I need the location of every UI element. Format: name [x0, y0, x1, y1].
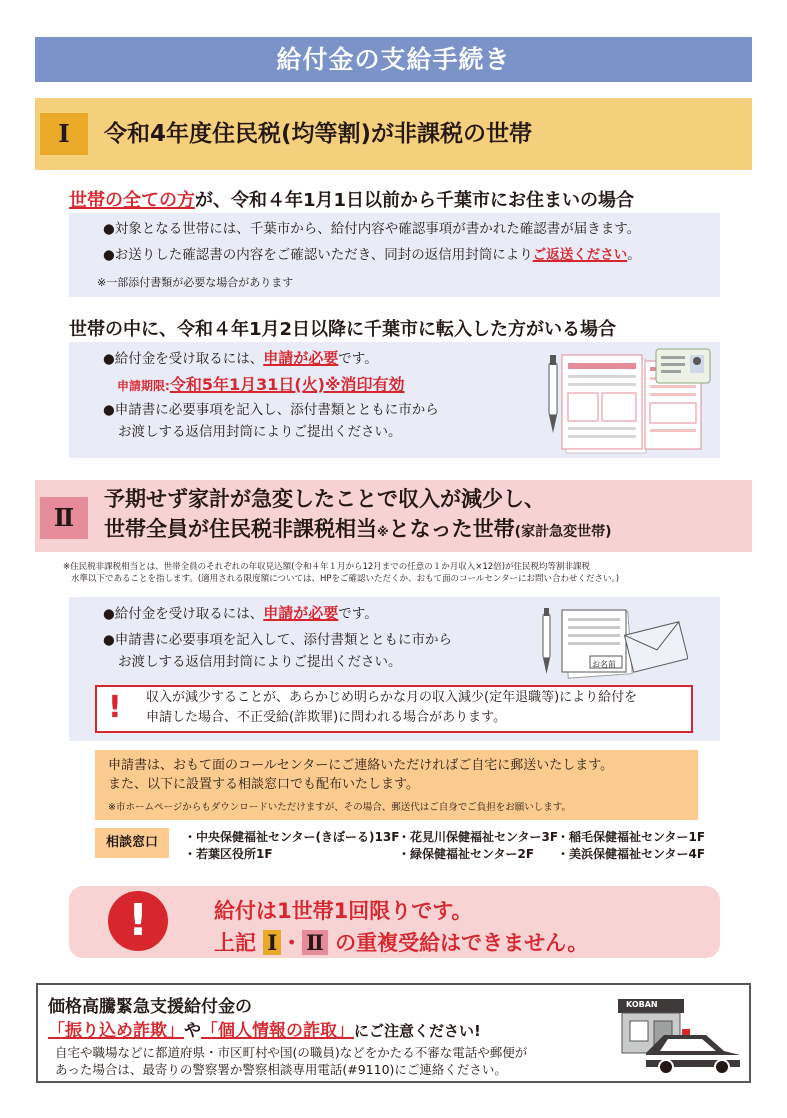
section2-number: Ⅱ	[40, 497, 88, 539]
case1-note: ※一部添付書類が必要な場合があります	[97, 276, 294, 289]
case1-line2-emph: ご返送ください	[532, 247, 628, 263]
section2-footnote-line2: 水準以下であることを指します。(適用される限度額については、HPをご確認いただくか、おもて面のコールセンターにお問い合わせください。)	[71, 574, 620, 584]
application-forms-illustration	[540, 347, 715, 455]
section2-title-line2-post: となった世帯	[388, 517, 515, 541]
warning-line1: 収入が減少することが、あらかじめ明らかな月の収入減少(定年退職等)により給付を	[146, 690, 638, 705]
fraud-emph2: 「個人情報の詐取」	[201, 1021, 354, 1041]
location-item: ・若葉区役所1F	[184, 847, 273, 861]
section2-footnote	[63, 561, 619, 585]
limit-line2-pre: 上記	[214, 931, 256, 955]
section2-title-line1: 予期せず家計が急変したことで収入が減少し、	[104, 487, 545, 511]
section2-line1-emph: 申請が必要	[263, 604, 339, 622]
case2-line4: お渡しする返信用封筒によりご提出ください。	[118, 424, 402, 440]
form-name-label: お名前	[592, 660, 616, 669]
warning-line2: 申請した場合、不正受給(詐欺罪)に問われる場合があります。	[146, 710, 507, 725]
section1-tag: Ⅰ	[263, 930, 281, 955]
location-item: ・花見川保健福祉センター3F	[398, 830, 559, 844]
section2-tag: Ⅱ	[302, 930, 328, 955]
section2-line3: お渡しする返信用封筒によりご提出ください。	[118, 654, 402, 670]
location-item: ・美浜保健福祉センター4F	[557, 847, 706, 861]
section2-title	[104, 484, 611, 547]
case1-heading	[69, 186, 634, 212]
fraud-emph1: 「振り込め詐欺」	[48, 1021, 184, 1041]
warning-exclamation-icon: !	[108, 690, 122, 725]
section2-title-mark: ※	[377, 525, 389, 539]
case2-line3: ●申請書に必要事項を記入し、添付書類とともに市から	[103, 402, 439, 418]
envelope-icon	[624, 622, 688, 672]
section2-line2: ●申請書に必要事項を記入して、添付書類とともに市から	[103, 632, 453, 648]
deadline-value: 令和5年1月31日(火)※消印有効	[169, 375, 405, 394]
section2-line1	[103, 603, 378, 624]
case1-line2-post: 。	[627, 247, 641, 263]
pen-icon	[543, 608, 550, 674]
case2-heading: 世帯の中に、令和４年1月2日以降に千葉市に転入した方がいる場合	[69, 319, 617, 340]
case1-line2-pre: ●お送りした確認書の内容をご確認いただき、同封の返信用封筒により	[103, 247, 533, 263]
limit-separator: ・	[281, 931, 303, 955]
case1-line1: ●対象となる世帯には、千葉市から、給付内容や確認事項が書かれた確認書が届きます。	[103, 221, 641, 237]
section1-title: 令和4年度住民税(均等割)が非課税の世帯	[104, 121, 533, 147]
case2-line1-pre: ●給付金を受け取るには、	[103, 351, 264, 367]
fraud-line4: あった場合は、最寄りの警察署か警察相談専用電話(#9110)にご連絡ください。	[55, 1062, 507, 1077]
case1-line2	[103, 245, 641, 265]
page-title: 給付金の支給手続き	[35, 37, 752, 82]
fraud-line3: 自宅や職場などに都道府県・市区町村や国(の職員)などをかたる不審な電話や郵便が	[55, 1045, 528, 1060]
fraud-line1: 価格高騰緊急支援給付金の	[48, 997, 252, 1017]
section2-footnote-line1: ※住民税非課税相当とは、世帯全員のそれぞれの年収見込額(令和４年１月から12月までの任意の１か月収入×12倍)が住民税均等割非課税	[63, 562, 591, 572]
section2-line1-pre: ●給付金を受け取るには、	[103, 606, 264, 622]
case2-line1-post: です。	[338, 351, 378, 367]
case2-deadline	[117, 372, 405, 395]
limit-line1: 給付は1世帯1回限りです。	[214, 899, 473, 923]
deadline-label: 申請期限:	[117, 379, 170, 393]
case1-heading-rest: が、令和４年1月1日以前から千葉市にお住まいの場合	[195, 190, 635, 211]
location-item: ・稲毛保健福祉センター1F	[557, 830, 706, 844]
consult-label: 相談窓口	[95, 828, 169, 858]
fraud-post: にご注意ください!	[354, 1022, 481, 1040]
case2-line1-emph: 申請が必要	[263, 349, 339, 367]
case1-heading-highlight: 世帯の全ての方	[69, 190, 195, 211]
section1-number: Ⅰ	[40, 113, 88, 155]
limit-line2-post: の重複受給はできません。	[335, 931, 589, 955]
location-item: ・中央保健福祉センター(きぼーる)13F	[184, 830, 400, 844]
distribution-line2: また、以下に設置する相談窓口でも配布いたします。	[108, 777, 419, 792]
distribution-note: ※市ホームページからもダウンロードいただけますが、その場合、郵送代はご自身でご負担をお願いします。	[108, 802, 572, 813]
case2-line1	[103, 348, 378, 369]
section2-title-line2: 世帯全員が住民税非課税相当	[104, 517, 377, 541]
location-item: ・緑保健福祉センター2F	[398, 847, 535, 861]
section2-title-paren: (家計急変世帯)	[514, 524, 612, 540]
koban-label: KOBAN	[626, 1000, 658, 1009]
form-document-icon	[562, 355, 646, 453]
alert-exclamation-icon: !	[108, 891, 168, 951]
fraud-line2	[48, 1016, 481, 1041]
id-card-icon	[656, 349, 710, 383]
pen-icon	[549, 355, 557, 433]
fraud-mid: や	[184, 1021, 201, 1041]
limit-line2	[214, 927, 588, 957]
section2-line1-post: です。	[338, 606, 378, 622]
distribution-line1: 申請書は、おもて面のコールセンターにご連絡いただければご自宅に郵送いたします。	[108, 758, 614, 773]
